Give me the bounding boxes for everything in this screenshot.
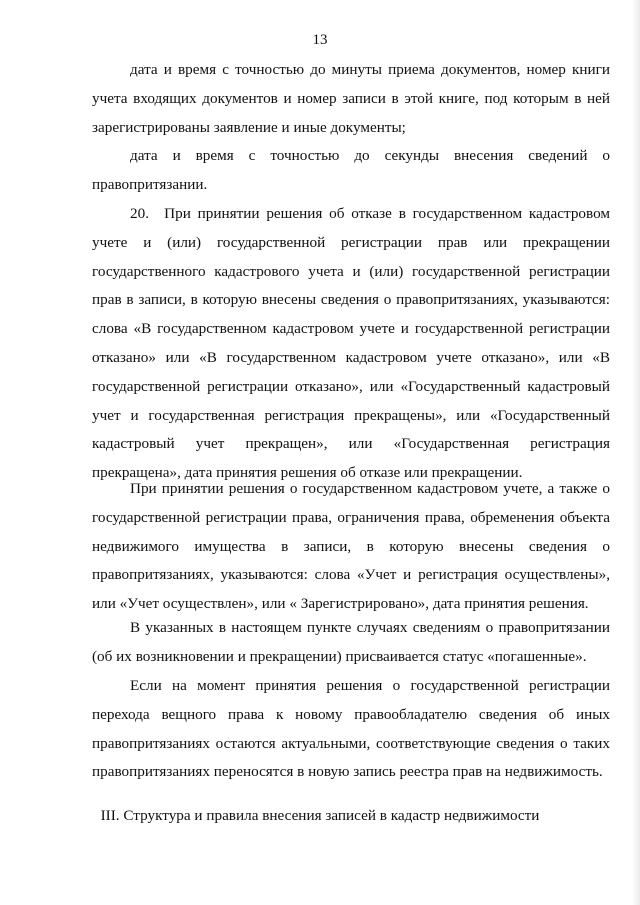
paragraph-5: В указанных в настоящем пункте случаях сведениям о правопритязании (об их возникновении и прекращении) присваивается статус «погашенные».	[92, 619, 610, 665]
paragraph-6: Если на момент принятия решения о государственной регистрации перехода вещного права к новому правообладателю сведения об иных правопритязаниях остаются актуальными, соответствующие сведения о таких правопритязаниях переносятся в новую запись реестра прав на недвижимость.	[92, 677, 610, 781]
paragraph-4: При принятии решения о государственном кадастровом учете, а также о государственной регистрации права, ограничения права, обременения объекта недвижимого имущества в записи, в которую внесены сведения о правопритязаниях, указываются: слова «Учет и регистрация осуществлены», или «Учет осуществлен», или « Зарегистрировано», дата принятия решения.	[92, 480, 610, 613]
paragraph-2: дата и время с точностью до секунды внесения сведений о правопритязании.	[92, 147, 610, 193]
page-edge-shadow	[632, 0, 640, 905]
paragraph-1: дата и время с точностью до минуты приема документов, номер книги учета входящих документов и номер записи в этой книге, под которым в ней зарегистрированы заявление и иные документы;	[92, 61, 610, 136]
section-heading: III. Структура и правила внесения записей в кадастр недвижимости	[100, 807, 540, 824]
page-number: 13	[312, 32, 328, 48]
paragraph-3: 20. При принятии решения об отказе в государственном кадастровом учете и (или) государственной регистрации прав или прекращении государственного кадастрового учета и (или) государственной регистрации прав в записи, в которую внесены сведения о правопритязаниях, указываются: слова «В государственном кадастровом учете и государственной регистрации отказано» или «В государственном кадастровом учете отказано», или «В государственной регистрации отказано», или «Государственный кадастровый учет и государственная регистрация прекращены», или «Государственный кадастровый учет прекращен», или «Государственная регистрация прекращена», дата принятия решения об отказе или прекращении.	[92, 205, 610, 482]
